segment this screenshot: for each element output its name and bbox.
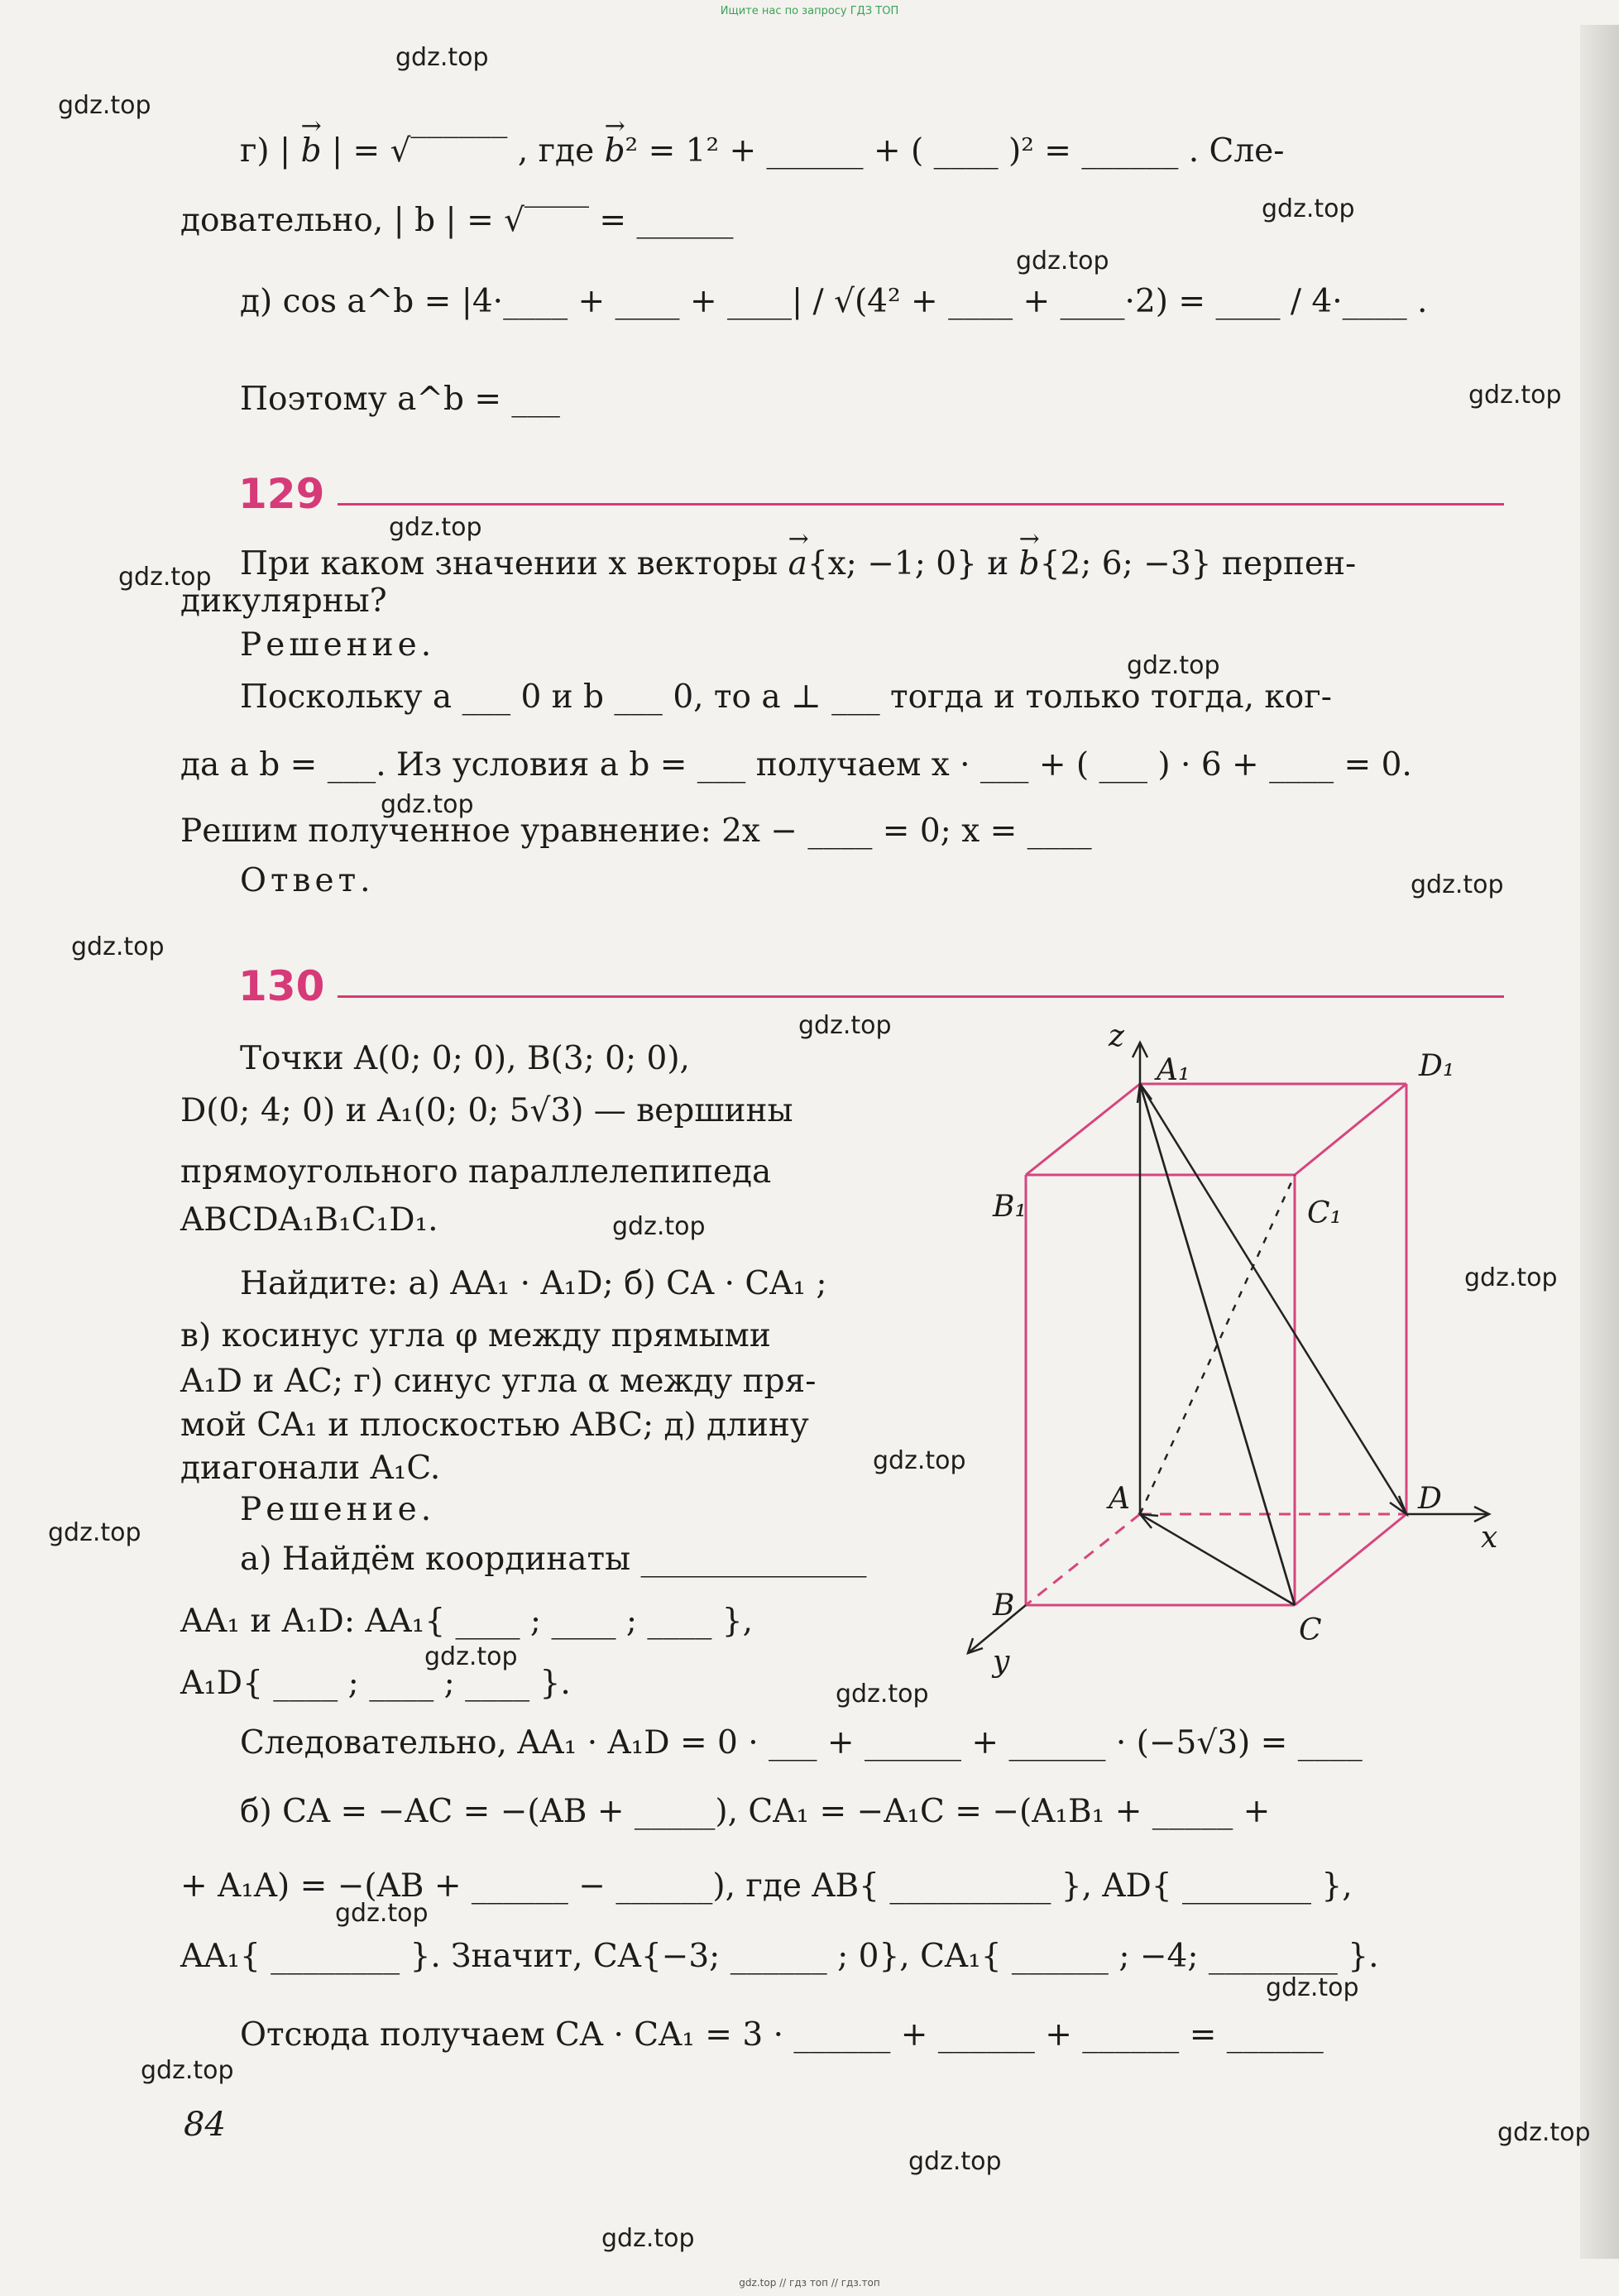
page-edge — [1580, 25, 1619, 2259]
prev-item-d-conclusion: Поэтому a^b = ___ — [240, 381, 560, 418]
p130-solution-heading: Решение. — [240, 1491, 436, 1528]
watermark: gdz.top — [58, 91, 151, 120]
watermark: gdz.top — [1016, 247, 1109, 276]
watermark: gdz.top — [381, 790, 474, 819]
watermark: gdz.top — [1411, 870, 1504, 899]
watermark: gdz.top — [612, 1212, 706, 1241]
prev-item-g-cont: довательно, | b | = √‾‾‾‾ = ______ — [180, 202, 734, 239]
header-note: Ищите нас по запросу ГДЗ ТОП — [720, 5, 899, 17]
prev-item-d: д) cos a^b = |4·____ + ____ + ____| / √(4² + ____ + ____·2) = ____ / 4·____ . — [240, 283, 1428, 320]
p129-statement-cont: дикулярны? — [180, 582, 387, 620]
watermark: gdz.top — [424, 1642, 518, 1671]
p130-solution-line: а) Найдём координаты ______________ — [240, 1541, 867, 1578]
label-x: x — [1481, 1521, 1498, 1555]
p130-task: Найдите: а) AA₁ · A₁D; б) CA · CA₁ ; — [240, 1265, 827, 1302]
watermark: gdz.top — [873, 1446, 966, 1475]
p129-solution-line: Поскольку a ___ 0 и b ___ 0, то a ⊥ ___ тогда и только тогда, ког- — [240, 678, 1332, 716]
label-a: A — [1109, 1482, 1130, 1516]
watermark: gdz.top — [836, 1680, 929, 1709]
p129-solution-line: да a b = ___. Из условия a b = ___ получаем x · ___ + ( ___ ) · 6 + ____ = 0. — [180, 746, 1412, 784]
watermark: gdz.top — [118, 563, 212, 592]
label-c1: C₁ — [1307, 1196, 1342, 1230]
label-y: y — [993, 1645, 1010, 1679]
p130-statement: ABCDA₁B₁C₁D₁. — [180, 1201, 438, 1239]
watermark: gdz.top — [1464, 1263, 1558, 1292]
axes-and-vectors — [968, 1043, 1489, 1653]
watermark: gdz.top — [908, 2147, 1002, 2176]
p130-statement: Точки A(0; 0; 0), B(3; 0; 0), — [240, 1040, 690, 1077]
p129-solution-line: Решим полученное уравнение: 2x − ____ = 0; x = ____ — [180, 812, 1092, 850]
p130-solution-line: AA₁{ ________ }. Значит, CA{−3; ______ ; 0}, CA₁{ ______ ; −4; ________ }. — [180, 1938, 1379, 1975]
watermark: gdz.top — [1127, 651, 1220, 680]
watermark: gdz.top — [601, 2224, 695, 2253]
p130-statement: D(0; 4; 0) и A₁(0; 0; 5√3) — вершины — [180, 1092, 793, 1129]
watermark: gdz.top — [1266, 1973, 1359, 2002]
p130-task: A₁D и AC; г) синус угла α между пря- — [180, 1363, 817, 1400]
problem-number-130: 130 — [238, 962, 325, 1010]
problem-number-129: 129 — [238, 470, 325, 518]
p129-solution-heading: Решение. — [240, 626, 436, 664]
p130-solution-line: AA₁ и A₁D: AA₁{ ____ ; ____ ; ____ }, — [180, 1603, 754, 1640]
label-b: B — [993, 1589, 1015, 1623]
footer-note: gdz.top // гдз топ // гдз.топ — [739, 2277, 880, 2289]
problem-divider — [338, 503, 1504, 506]
p129-answer: Ответ. — [240, 862, 375, 899]
watermark: gdz.top — [1468, 381, 1562, 410]
label-d1: D₁ — [1419, 1049, 1455, 1083]
p130-task: диагонали A₁C. — [180, 1450, 441, 1487]
label-b1: B₁ — [993, 1190, 1027, 1224]
watermark: gdz.top — [395, 43, 489, 72]
watermark: gdz.top — [389, 513, 482, 542]
vector-a1d — [1140, 1084, 1406, 1514]
watermark: gdz.top — [71, 932, 165, 961]
label-d: D — [1418, 1482, 1442, 1516]
parallelepiped-diagram — [943, 1009, 1522, 1688]
watermark: gdz.top — [798, 1011, 892, 1040]
watermark: gdz.top — [48, 1518, 141, 1547]
prev-item-g: г) | → b | = √‾‾‾‾‾‾ , где → b² = 1² + ______ + ( ____ )² = ______ . Сле- — [240, 131, 1284, 172]
watermark: gdz.top — [141, 2056, 234, 2085]
watermark: gdz.top — [335, 1899, 429, 1928]
arrowhead-icon — [1140, 1514, 1158, 1528]
p130-statement: прямоугольного параллелепипеда — [180, 1153, 772, 1191]
p130-solution-line: Отсюда получаем CA · CA₁ = 3 · ______ + ______ + ______ = ______ — [240, 2016, 1324, 2054]
problem-divider — [338, 995, 1504, 998]
p130-solution-line: б) CA = −AC = −(AB + _____), CA₁ = −A₁C = −(A₁B₁ + _____ + — [240, 1793, 1271, 1830]
label-a1: A₁ — [1157, 1053, 1190, 1087]
watermark: gdz.top — [1262, 194, 1355, 223]
label-z: z — [1109, 1019, 1124, 1053]
p130-solution-line: A₁D{ ____ ; ____ ; ____ }. — [180, 1665, 571, 1702]
p129-statement: При каком значении x векторы → a{x; −1; 0} и → b{2; 6; −3} перпен- — [240, 544, 1356, 585]
p130-solution-line: Следовательно, AA₁ · A₁D = 0 · ___ + ______ + ______ · (−5√3) = ____ — [240, 1724, 1363, 1762]
label-c: C — [1299, 1613, 1322, 1647]
arrowhead-icon — [1390, 1496, 1406, 1514]
watermark: gdz.top — [1497, 2118, 1591, 2147]
p130-solution-line: + A₁A) = −(AB + ______ − ______), где AB{ __________ }, AD{ ________ }, — [180, 1867, 1353, 1905]
p130-task: в) косинус угла φ между прямыми — [180, 1317, 771, 1354]
p130-task: мой CA₁ и плоскостью ABC; д) длину — [180, 1407, 809, 1444]
page-number: 84 — [184, 2106, 226, 2144]
parallelepiped-edges — [1026, 1084, 1406, 1605]
